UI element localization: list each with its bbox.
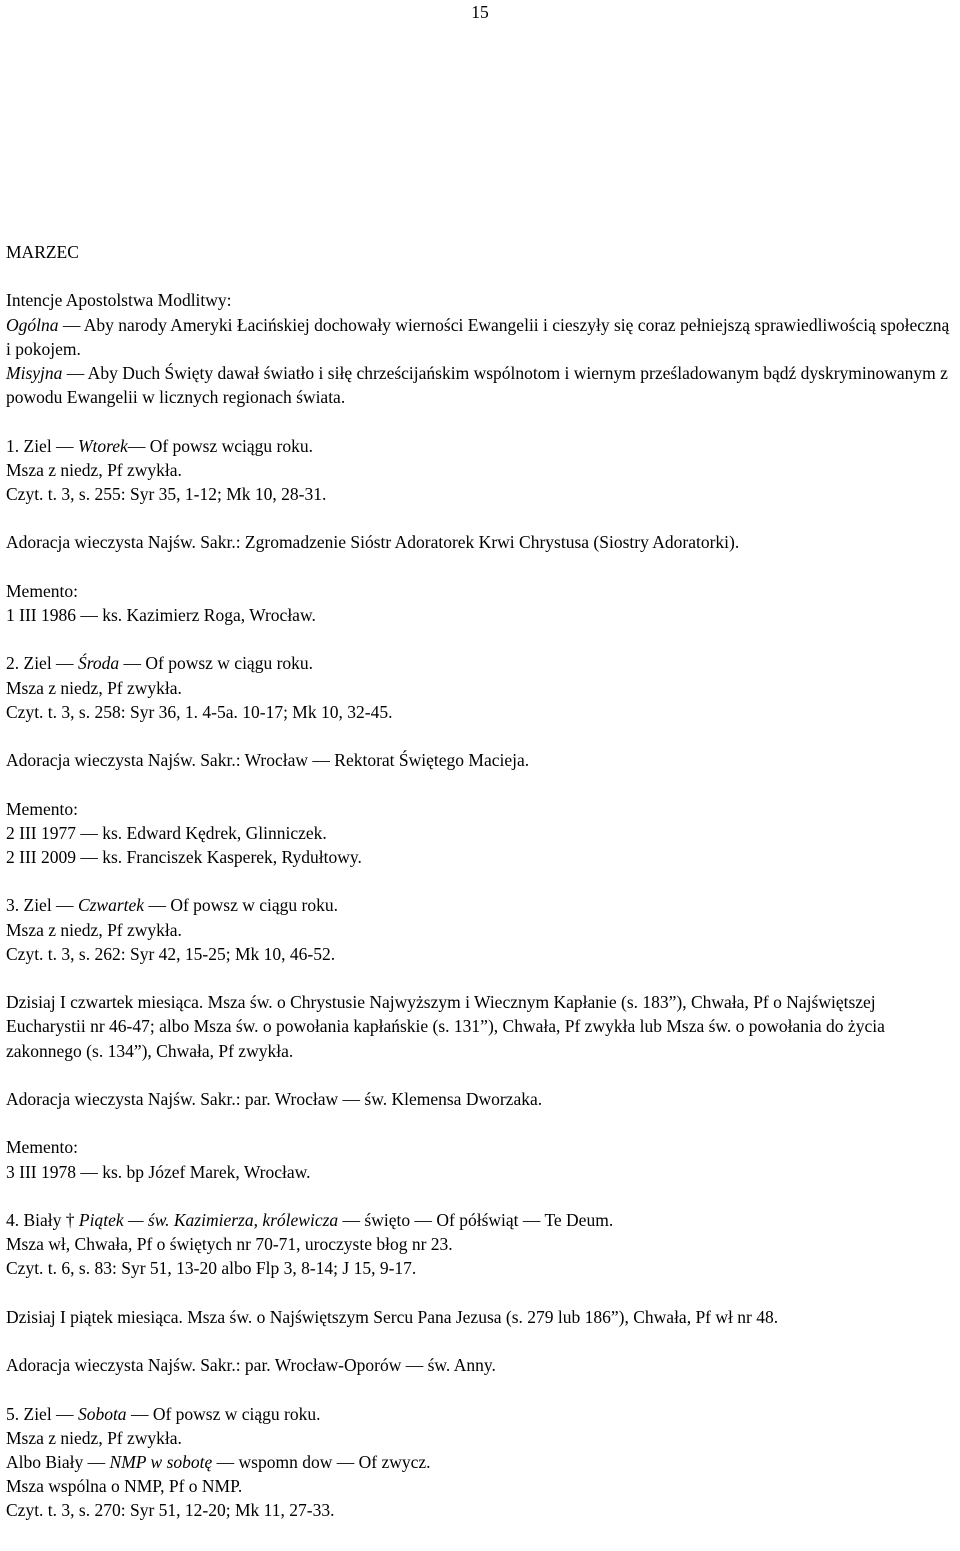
day5-readings: Czyt. t. 3, s. 270: Syr 51, 12-20; Mk 11, 27-33.	[6, 1500, 335, 1521]
day3-memento-item: 3 III 1978 — ks. bp Józef Marek, Wrocław.	[6, 1161, 311, 1182]
day3-color: 3. Ziel —	[6, 895, 78, 916]
day1-color: 1. Ziel —	[6, 435, 78, 456]
intention-general-text: — Aby narody Ameryki Łacińskiej dochowały wierności Ewangelii i cieszyły się coraz pełniejszą sprawiedliwością społeczną i pokojem.	[6, 314, 950, 359]
day2-readings: Czyt. t. 3, s. 258: Syr 36, 1. 4-5a. 10-17; Mk 10, 32-45.	[6, 701, 393, 722]
day3-adoration: Adoracja wieczysta Najśw. Sakr.: par. Wrocław — św. Klemensa Dworzaka.	[6, 1088, 543, 1109]
day1-weekday: Wtorek	[77, 435, 128, 456]
day2-adoration: Adoracja wieczysta Najśw. Sakr.: Wrocław — Rektorat Świętego Macieja.	[6, 750, 530, 771]
intentions-title: Intencje Apostolstwa Modlitwy:	[6, 290, 232, 311]
day1-adoration: Adoracja wieczysta Najśw. Sakr.: Zgromadzenie Sióstr Adoratorek Krwi Chrystusa (Siostry Adoratorki).	[6, 532, 740, 553]
day4-mass: Msza wł, Chwała, Pf o świętych nr 70-71, uroczyste błog nr 23.	[6, 1234, 453, 1255]
day3-office: — Of powsz w ciągu roku.	[144, 895, 338, 916]
day5-mass2: Msza wspólna o NMP, Pf o NMP.	[6, 1476, 243, 1497]
day4-adoration: Adoracja wieczysta Najśw. Sakr.: par. Wrocław-Oporów — św. Anny.	[6, 1355, 496, 1376]
day2-memento-title: Memento:	[6, 798, 78, 819]
day5-weekday: Sobota	[77, 1403, 127, 1424]
day5-heading	[6, 1402, 956, 1426]
day2-color: 2. Ziel —	[6, 653, 78, 674]
day2-mass: Msza z niedz, Pf zwykła.	[6, 677, 182, 698]
page-number: 15	[471, 2, 489, 22]
day4-note: Dzisiaj I piątek miesiąca. Msza św. o Najświętszym Sercu Pana Jezusa (s. 279 lub 186”), Chwała, Pf wł nr 48.	[6, 1306, 779, 1327]
day3-mass: Msza z niedz, Pf zwykła.	[6, 919, 182, 940]
day1-office: — Of powsz wciągu roku.	[127, 435, 313, 456]
day3-heading	[6, 893, 956, 917]
document-body	[6, 240, 956, 1523]
day4-office: — święto — Of półświąt — Te Deum.	[338, 1209, 614, 1230]
day2-memento-item: 2 III 1977 — ks. Edward Kędrek, Glinniczek.	[6, 822, 327, 843]
day5-alt-color: Albo Biały —	[6, 1451, 110, 1472]
day5-alt-office: — wspomn dow — Of zwycz.	[212, 1451, 431, 1472]
day5-color: 5. Ziel —	[6, 1403, 78, 1424]
day1-memento-item: 1 III 1986 — ks. Kazimierz Roga, Wrocław.	[6, 604, 316, 625]
day2-office: — Of powsz w ciągu roku.	[119, 653, 314, 674]
day4-color: 4. Biały †	[6, 1209, 79, 1230]
day1-memento-title: Memento:	[6, 580, 78, 601]
day2-memento-item: 2 III 2009 — ks. Franciszek Kasperek, Rydułtowy.	[6, 846, 362, 867]
day1-mass: Msza z niedz, Pf zwykła.	[6, 459, 182, 480]
day5-alt-title: NMP w sobotę	[109, 1451, 213, 1472]
day2-heading	[6, 651, 956, 675]
day3-weekday: Czwartek	[77, 895, 145, 916]
day4-heading	[6, 1208, 956, 1232]
day5-mass: Msza z niedz, Pf zwykła.	[6, 1427, 182, 1448]
day5-alternative	[6, 1450, 956, 1474]
day3-memento-title: Memento:	[6, 1137, 78, 1158]
day1-heading	[6, 434, 956, 458]
intention-mission-label: Misyjna	[6, 363, 63, 383]
intention-mission	[6, 361, 956, 409]
day3-readings: Czyt. t. 3, s. 262: Syr 42, 15-25; Mk 10, 46-52.	[6, 943, 336, 964]
intention-mission-text: — Aby Duch Święty dawał światło i siłę chrześcijańskim wspólnotom i wiernym prześladowanym bądź dyskryminowanym z powodu Ewangelii w licznych regionach świata.	[6, 363, 948, 408]
intention-general-label: Ogólna	[6, 314, 59, 335]
month-heading: MARZEC	[6, 242, 79, 262]
day2-weekday: Środa	[77, 653, 120, 674]
intention-general	[6, 313, 956, 361]
day4-weekday-saint: Piątek — św. Kazimierza, królewicza	[78, 1209, 339, 1230]
day4-readings: Czyt. t. 6, s. 83: Syr 51, 13-20 albo Flp 3, 8-14; J 15, 9-17.	[6, 1258, 417, 1279]
day1-readings: Czyt. t. 3, s. 255: Syr 35, 1-12; Mk 10, 28-31.	[6, 484, 327, 504]
day5-office: — Of powsz w ciągu roku.	[126, 1403, 321, 1424]
day3-note: Dzisiaj I czwartek miesiąca. Msza św. o Chrystusie Najwyższym i Wiecznym Kapłanie (s. 183”), Chwała, Pf o Najświętszej Eucharystii nr 46-47; albo Msza św. o powołania kapłańskie (s. 131”), Chwała, Pf zwykła lub Msza św. o powołania do życia zakonnego (s. 134”), Chwała, Pf zwykła.	[6, 992, 885, 1061]
